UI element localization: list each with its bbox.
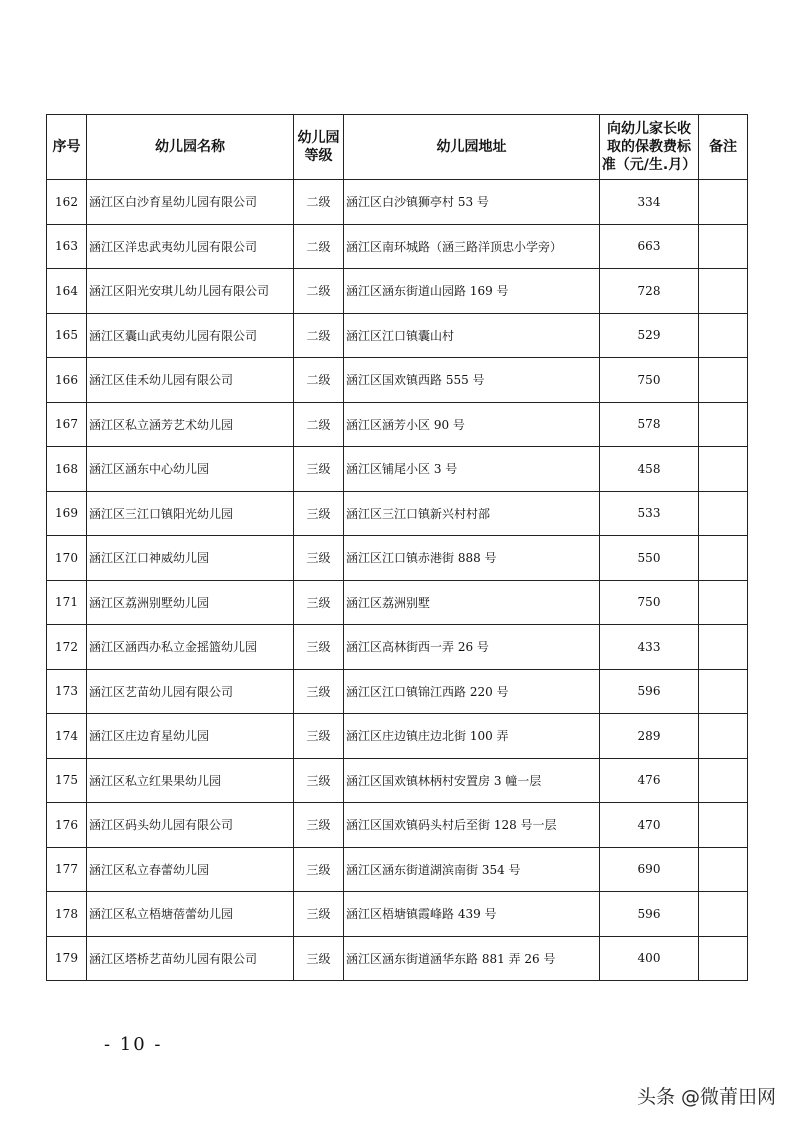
table-row [47, 758, 748, 803]
cell-remark [699, 224, 748, 269]
cell-remark [699, 714, 748, 759]
page-number: - 10 - [104, 1034, 163, 1055]
cell-fee: 529 [600, 313, 699, 358]
cell-remark [699, 892, 748, 937]
cell-address: 涵江区国欢镇码头村后至街 128 号一层 [344, 803, 600, 848]
header-name: 幼儿园名称 [87, 115, 294, 180]
header-address: 幼儿园地址 [344, 115, 600, 180]
cell-address: 涵江区庄边镇庄边北街 100 弄 [344, 714, 600, 759]
cell-address: 涵江区荔洲别墅 [344, 580, 600, 625]
cell-index: 173 [47, 669, 87, 714]
cell-level: 三级 [294, 669, 344, 714]
cell-fee: 334 [600, 180, 699, 225]
cell-address: 涵江区涵东街道湖滨南街 354 号 [344, 847, 600, 892]
cell-fee: 470 [600, 803, 699, 848]
cell-fee: 458 [600, 447, 699, 492]
table-header-row [47, 115, 748, 180]
cell-index: 166 [47, 358, 87, 403]
table-row [47, 669, 748, 714]
header-fee-line2: 取的保教费标 [607, 139, 691, 155]
cell-kindergarten-name: 涵江区阳光安琪儿幼儿园有限公司 [87, 269, 294, 314]
cell-remark [699, 936, 748, 981]
table-row [47, 447, 748, 492]
table-row [47, 580, 748, 625]
cell-level: 二级 [294, 358, 344, 403]
cell-kindergarten-name: 涵江区码头幼儿园有限公司 [87, 803, 294, 848]
table-row [47, 892, 748, 937]
cell-remark [699, 536, 748, 581]
cell-remark [699, 269, 748, 314]
table-body [47, 180, 748, 981]
cell-level: 二级 [294, 269, 344, 314]
header-fee-line1: 向幼儿家长收 [607, 121, 691, 137]
cell-fee: 533 [600, 491, 699, 536]
cell-level: 三级 [294, 758, 344, 803]
cell-kindergarten-name: 涵江区私立春蕾幼儿园 [87, 847, 294, 892]
cell-kindergarten-name: 涵江区庄边育星幼儿园 [87, 714, 294, 759]
cell-remark [699, 313, 748, 358]
table-row [47, 536, 748, 581]
cell-remark [699, 358, 748, 403]
cell-index: 179 [47, 936, 87, 981]
header-fee-line3: 准（元/生.月） [601, 157, 697, 173]
cell-address: 涵江区国欢镇林柄村安置房 3 幢一层 [344, 758, 600, 803]
cell-kindergarten-name: 涵江区私立红果果幼儿园 [87, 758, 294, 803]
cell-level: 三级 [294, 580, 344, 625]
cell-level: 三级 [294, 536, 344, 581]
cell-level: 三级 [294, 803, 344, 848]
table-row [47, 491, 748, 536]
cell-level: 三级 [294, 491, 344, 536]
table-row [47, 180, 748, 225]
table-row [47, 269, 748, 314]
cell-remark [699, 402, 748, 447]
cell-fee: 433 [600, 625, 699, 670]
cell-address: 涵江区涵东街道山园路 169 号 [344, 269, 600, 314]
cell-remark [699, 669, 748, 714]
cell-kindergarten-name: 涵江区艺苗幼儿园有限公司 [87, 669, 294, 714]
cell-kindergarten-name: 涵江区私立梧塘蓓蕾幼儿园 [87, 892, 294, 937]
fee-table-container [46, 114, 747, 981]
cell-index: 175 [47, 758, 87, 803]
cell-fee: 476 [600, 758, 699, 803]
cell-fee: 663 [600, 224, 699, 269]
cell-address: 涵江区国欢镇西路 555 号 [344, 358, 600, 403]
cell-index: 169 [47, 491, 87, 536]
cell-address: 涵江区南环城路（涵三路洋顶忠小学旁） [344, 224, 600, 269]
cell-index: 176 [47, 803, 87, 848]
cell-kindergarten-name: 涵江区洋忠武夷幼儿园有限公司 [87, 224, 294, 269]
cell-address: 涵江区三江口镇新兴村村部 [344, 491, 600, 536]
table-row [47, 224, 748, 269]
cell-address: 涵江区涵东街道涵华东路 881 弄 26 号 [344, 936, 600, 981]
cell-index: 163 [47, 224, 87, 269]
cell-index: 177 [47, 847, 87, 892]
cell-fee: 289 [600, 714, 699, 759]
cell-index: 171 [47, 580, 87, 625]
table-row [47, 936, 748, 981]
cell-kindergarten-name: 涵江区囊山武夷幼儿园有限公司 [87, 313, 294, 358]
cell-address: 涵江区白沙镇狮亭村 53 号 [344, 180, 600, 225]
header-level [294, 115, 344, 180]
cell-index: 168 [47, 447, 87, 492]
cell-index: 165 [47, 313, 87, 358]
cell-address: 涵江区梧塘镇霞峰路 439 号 [344, 892, 600, 937]
cell-kindergarten-name: 涵江区江口神威幼儿园 [87, 536, 294, 581]
watermark: 头条 @微莆田网 [636, 1086, 776, 1108]
header-level-line2: 等级 [304, 148, 333, 164]
cell-kindergarten-name: 涵江区白沙育星幼儿园有限公司 [87, 180, 294, 225]
cell-address: 涵江区江口镇赤港街 888 号 [344, 536, 600, 581]
cell-remark [699, 447, 748, 492]
cell-level: 三级 [294, 447, 344, 492]
cell-fee: 690 [600, 847, 699, 892]
header-fee [600, 115, 699, 180]
header-level-line1: 幼儿园 [297, 130, 340, 146]
table-row [47, 313, 748, 358]
cell-remark [699, 803, 748, 848]
cell-level: 三级 [294, 936, 344, 981]
cell-fee: 578 [600, 402, 699, 447]
cell-level: 二级 [294, 180, 344, 225]
cell-address: 涵江区高林街西一弄 26 号 [344, 625, 600, 670]
cell-index: 178 [47, 892, 87, 937]
cell-fee: 750 [600, 580, 699, 625]
cell-level: 二级 [294, 313, 344, 358]
cell-kindergarten-name: 涵江区三江口镇阳光幼儿园 [87, 491, 294, 536]
cell-level: 三级 [294, 714, 344, 759]
cell-fee: 550 [600, 536, 699, 581]
cell-remark [699, 580, 748, 625]
cell-fee: 596 [600, 892, 699, 937]
cell-kindergarten-name: 涵江区涵西办私立金摇篮幼儿园 [87, 625, 294, 670]
cell-kindergarten-name: 涵江区塔桥艺苗幼儿园有限公司 [87, 936, 294, 981]
cell-level: 三级 [294, 847, 344, 892]
cell-fee: 728 [600, 269, 699, 314]
cell-remark [699, 625, 748, 670]
cell-remark [699, 847, 748, 892]
header-remark: 备注 [699, 115, 748, 180]
cell-kindergarten-name: 涵江区私立涵芳艺术幼儿园 [87, 402, 294, 447]
cell-level: 三级 [294, 625, 344, 670]
cell-index: 164 [47, 269, 87, 314]
cell-fee: 400 [600, 936, 699, 981]
header-index: 序号 [47, 115, 87, 180]
cell-fee: 596 [600, 669, 699, 714]
cell-kindergarten-name: 涵江区荔洲别墅幼儿园 [87, 580, 294, 625]
cell-address: 涵江区铺尾小区 3 号 [344, 447, 600, 492]
cell-remark [699, 491, 748, 536]
table-row [47, 402, 748, 447]
cell-fee: 750 [600, 358, 699, 403]
table-row [47, 803, 748, 848]
cell-level: 三级 [294, 892, 344, 937]
table-row [47, 847, 748, 892]
cell-address: 涵江区涵芳小区 90 号 [344, 402, 600, 447]
cell-level: 二级 [294, 224, 344, 269]
cell-address: 涵江区江口镇锦江西路 220 号 [344, 669, 600, 714]
cell-remark [699, 758, 748, 803]
cell-kindergarten-name: 涵江区涵东中心幼儿园 [87, 447, 294, 492]
cell-index: 170 [47, 536, 87, 581]
table-row [47, 625, 748, 670]
table-row [47, 714, 748, 759]
cell-index: 174 [47, 714, 87, 759]
cell-level: 二级 [294, 402, 344, 447]
cell-remark [699, 180, 748, 225]
cell-index: 172 [47, 625, 87, 670]
cell-address: 涵江区江口镇囊山村 [344, 313, 600, 358]
kindergarten-fee-table [46, 114, 748, 981]
cell-kindergarten-name: 涵江区佳禾幼儿园有限公司 [87, 358, 294, 403]
table-row [47, 358, 748, 403]
cell-index: 162 [47, 180, 87, 225]
cell-index: 167 [47, 402, 87, 447]
